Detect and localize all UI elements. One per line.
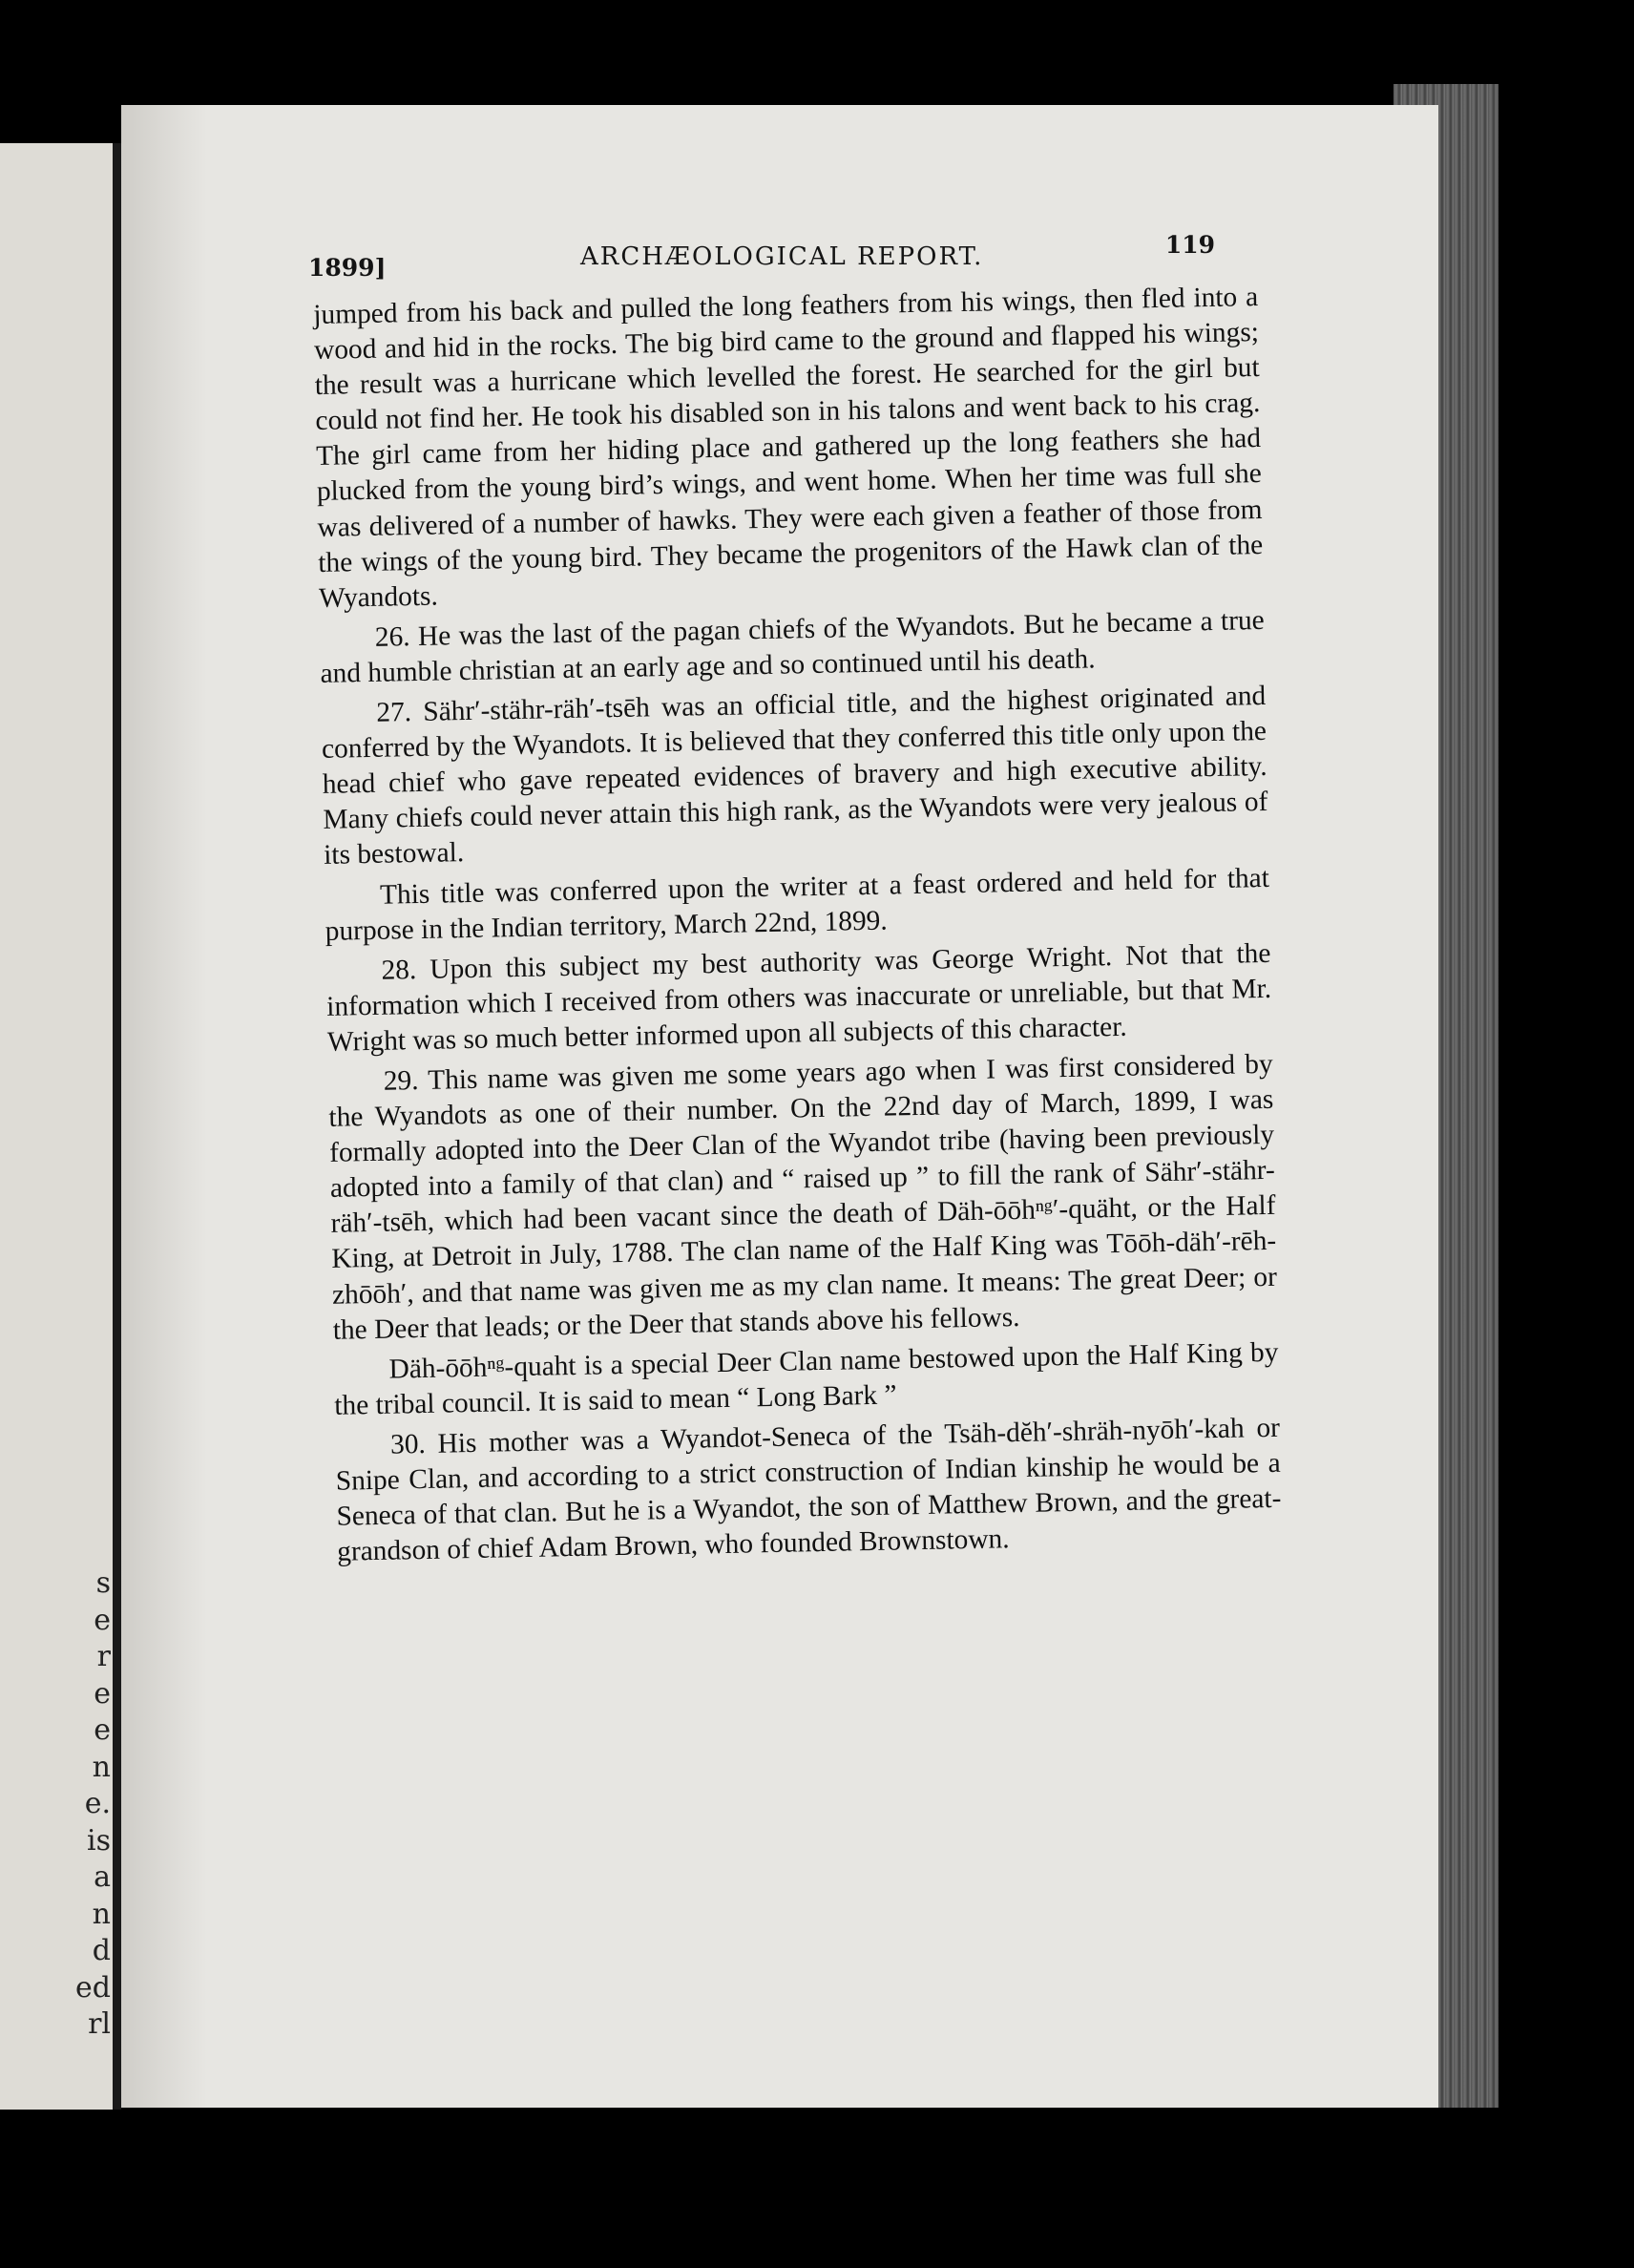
note-26: 26. He was the last of the pagan chiefs of the Wyandots. But he became a true and humble christian at an early age and so continued until his death. — [320, 604, 1265, 689]
header-year: 1899] — [308, 254, 387, 282]
fragment-line: a — [94, 1860, 111, 1894]
note-27-continued: This title was conferred upon the writer at a feast ordered and held for that purpose in the Indian territory, March 22nd, 1899. — [325, 862, 1270, 947]
fragment-line: s — [95, 1566, 111, 1600]
fragment-line: e — [94, 1676, 111, 1711]
header-title: ARCHÆOLOGICAL REPORT. — [580, 242, 984, 271]
fragment-line: n — [92, 1897, 111, 1931]
fragment-line: r — [96, 1640, 111, 1673]
running-header — [308, 231, 1215, 282]
fragment-line: ed — [75, 1970, 111, 2005]
note-30: 30. His mother was a Wyandot-Seneca of the Tsäh-dĕh′-shräh-nyōh′-kah or Snipe Clan, and according to a strict construction of Indian kinship he would be a Seneca of that clan. But he is a Wyandot, the son of Matthew Brown, and the great-grandson of chief Adam Brown, who founded Brownstown. — [335, 1412, 1282, 1567]
book-gutter — [113, 143, 121, 2110]
previous-page-sliver — [0, 143, 113, 2110]
fragment-line: e — [94, 1603, 111, 1637]
page-spine-shading — [121, 105, 207, 2108]
note-28: 28. Upon this subject my best authority was George Wright. Not that the information which I received from others was inaccurate or unreliable, but that Mr. Wright was so much better informed upon all subjects of this character. — [325, 937, 1272, 1058]
fragment-line: d — [92, 1934, 111, 1967]
fragment-line: is — [87, 1823, 111, 1858]
fragment-line: n — [92, 1750, 111, 1784]
paragraph-continued: jumped from his back and pulled the long feathers from his wings, then fled into a wood and hid in the rocks. The big bird came to the ground and flapped his wings; the result was a hurricane which levelled the forest. He searched for the girl but could not find her. He took his disabled son in his talons and went back to his crag. The girl came from her hiding place and gathered up the long feathers she had plucked from the young bird’s wings, and went home. When her time was full she was delivered of a number of hawks. They were each given a feather of those from the wings of the young bird. They became the progenitors of the Hawk clan of the Wyandots. — [313, 281, 1264, 614]
page-number: 119 — [1164, 231, 1215, 259]
fragment-line: e. — [84, 1787, 111, 1820]
fragment-line: e — [94, 1713, 111, 1747]
previous-page-text-fragments — [53, 1565, 111, 2044]
note-27: 27. Sähr′-stähr-räh′-tsēh was an official title, and the highest originated and conferred by the Wyandots. It is believed that they conferred this title only upon the head chief who gave repeated evidences of bravery and high executive ability. Many chiefs could never attain this high rank, as the Wyandots were very jealous of its bestowal. — [321, 680, 1268, 872]
note-29: 29. This name was given me some years ago when I was first considered by the Wyandots as one of their number. On the 22nd day of March, 1899, I was formally adopted into the Deer Clan of the Wyandot tribe (having been previously adopted into a family of that clan) and “ raised up ” to fill the rank of Sähr′-stähr-räh′-tsēh, which had been vacant since the death of Däh-ōōhⁿᵍ′-quäht, or the Half King, at Detroit in July, 1788. The clan name of the Half King was Tōōh-däh′-rēh-zhōōh′, and that name was given me as my clan name. It means: The great Deer; or the Deer that leads; or the Deer that stands above his fellows. — [328, 1048, 1278, 1346]
note-29-continued: Däh-ōōhⁿᵍ-quaht is a special Deer Clan name bestowed upon the Half King by the tribal council. It is said to mean “ Long Bark ” — [333, 1336, 1279, 1421]
fragment-line: rl — [88, 2007, 111, 2041]
body-text — [313, 280, 1283, 1575]
